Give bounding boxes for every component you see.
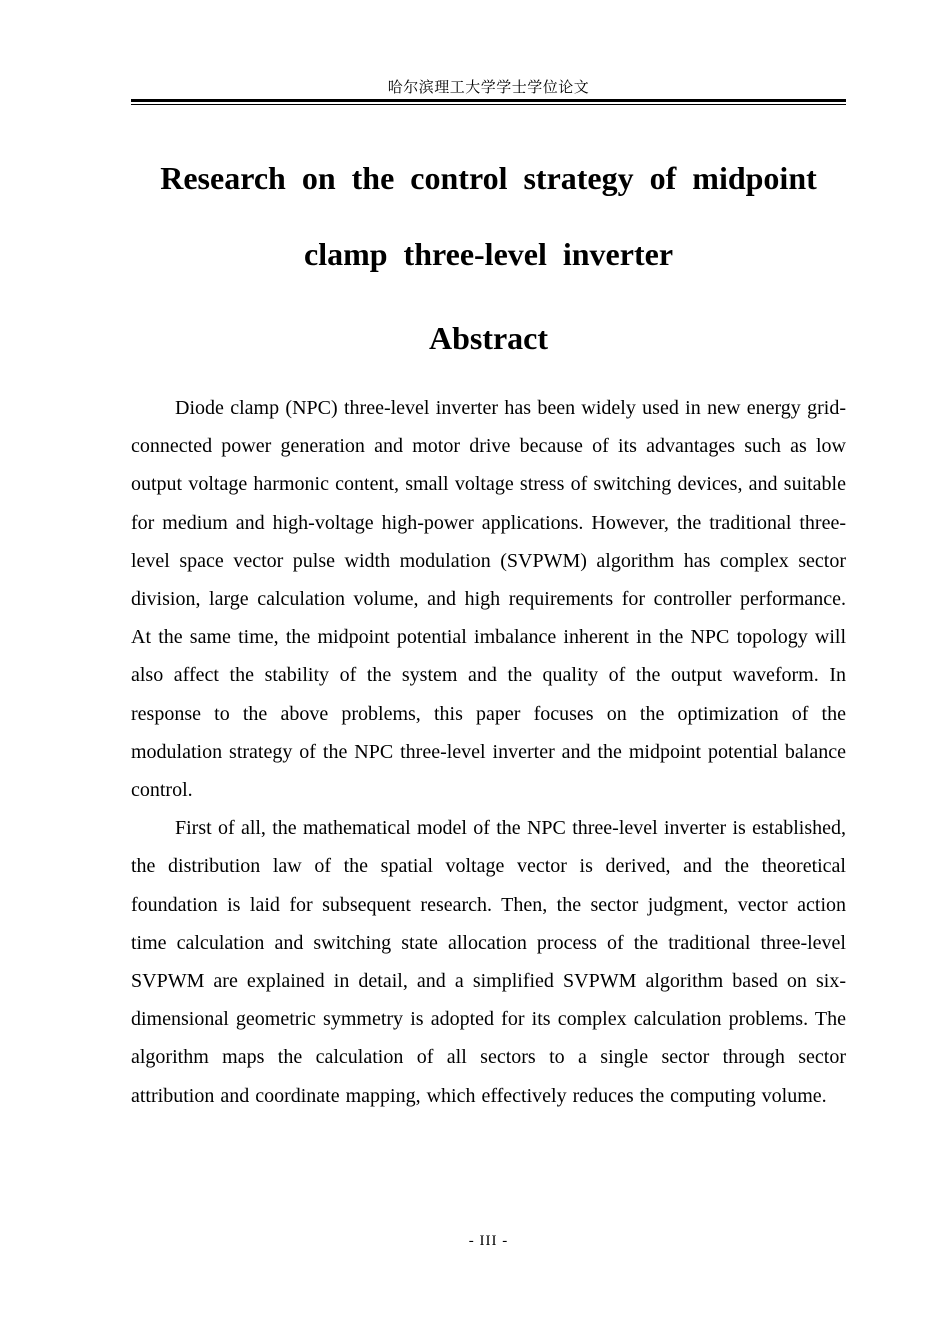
header-rule-thick <box>131 99 846 102</box>
abstract-body <box>131 389 846 1115</box>
running-header: 哈尔滨理工大学学士学位论文 <box>387 80 590 96</box>
abstract-heading: Abstract <box>428 320 549 356</box>
thesis-title <box>131 140 846 292</box>
abstract-paragraph: Diode clamp (NPC) three-level inverter has been widely used in new energy grid-connected power generation and motor drive because of its advantages such as low output voltage harmonic content, small voltage stress of switching devices, and suitable for medium and high-voltage high-power applications. However, the traditional three-level space vector pulse width modulation (SVPWM) algorithm has complex sector division, large calculation volume, and high requirements for controller performance. At the same time, the midpoint potential imbalance inherent in the NPC topology will also affect the stability of the system and the quality of the output waveform. In response to the above problems, this paper focuses on the optimization of the modulation strategy of the NPC three-level inverter and the midpoint potential balance control. <box>131 397 846 802</box>
abstract-paragraph: First of all, the mathematical model of the NPC three-level inverter is established, the distribution law of the spatial voltage vector is derived, and the theoretical foundation is laid for subsequent research. Then, the sector judgment, vector action time calculation and switching state allocation process of the traditional three-level SVPWM are explained in detail, and a simplified SVPWM algorithm based on six-dimensional geometric symmetry is adopted for its complex calculation problems. The algorithm maps the calculation of all sectors to a single sector through sector attribution and coordinate mapping, which effectively reduces the computing volume. <box>131 817 846 1107</box>
thesis-title-line-1: Research on the control strategy of midpoint <box>160 160 817 196</box>
thesis-title-line-2: clamp three-level inverter <box>303 236 674 272</box>
header-rule-thin <box>131 104 846 105</box>
page-number: - III - <box>468 1233 509 1249</box>
